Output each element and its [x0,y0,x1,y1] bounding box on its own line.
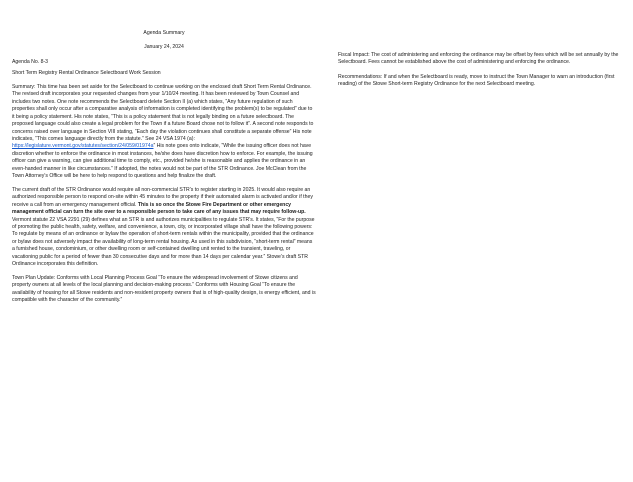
agenda-number: Agenda No. 8-3 [12,58,49,65]
fiscal-impact-paragraph: Fiscal Impact: The cost of administering and enforcing the ordinance may be offset by fees which will be set annually by the Selectboard. Fees cannot be established above the cost of administering and enforcing the ordinance. [338,52,619,66]
right-column [338,52,628,95]
agenda-subject: Short Term Registry Rental Ordinance Selectboard Work Session [12,70,161,77]
current-draft-bold: This is so once the Stowe Fire Department or other emergency management official can turn the site over to a responsible person to take care of any issues that may require follow-up. [12,201,306,216]
left-column [12,30,316,311]
current-draft-part2: Vermont statute 22 VSA 2291 (29) defines what an STR is and authorizes municipalities to regulate STR’s. It states, “For the purpose of promoting the public health, safety, welfare, and convenience, a town, city, or incorporated village shall have the following powers: To regulate by means of an ordinance or bylaw the operation of short-term rentals within the municipality, provided that the ordinance or bylaw does not adversely impact the availability of long-term rental housing. As used in this subdivision, “short-term rental” means a furnished house, condominium, or other dwelling room or self-contained dwelling unit rented to the transient, traveling, or vacationing public for a period of fewer than 30 consecutive days and for more than 14 days per calendar year.” Stowe’s draft STR Ordinance incorporates this definition. [12,216,315,268]
statute-link[interactable]: https://legislature.vermont.gov/statutes/section/24/059/01974a [12,143,154,150]
document-date: January 24, 2024 [144,44,184,51]
recommendations-paragraph: Recommendations: If and when the Selectboard is ready, move to instruct the Town Manager to warn an introduction (first reading) of the Stowe Short-term Registry Ordinance for the next Selectboard meeting. [338,73,615,88]
summary-text-part2: ” His note goes onto indicate, “While the issuing officer does not have discretion whether to enforce the ordinance in most instances, he/she does have discretion how to enforce. For example, the issuing officer can give a warning, can give additional time to comply, etc., provided he/she is reasonable and applies the ordinance in an even-handed manner in like circumstances.” If adopted, the notes would not be part of the STR Ordinance. Joe McClean from the Town Attorney’s Office will be here to help respond to questions and help finalize the draft. [12,143,313,180]
town-plan-paragraph: Town Plan Update: Conforms with Local Planning Process Goal “To ensure the widespread involvement of Stowe citizens and property owners at all levels of the local planning and decision-making process.” Conforms with Housing Goal “To ensure the availability of housing for all Stowe residents and non-resident property owners that is of high-quality design, is energy efficient, and is compatible with the character of the community.” [12,274,316,304]
current-draft-part1: The current draft of the STR Ordinance would require all non-commercial STR’s to register starting in 2025. It would also require an authorized responsible person to respond on-site within 45 minutes to the property if their automated alarm is activated and/or if they receive a call from an emergency management official. [12,186,313,208]
summary-paragraph [12,84,316,181]
current-draft-paragraph [12,187,316,269]
summary-text-part1: Summary: This time has been set aside for the Selectboard to continue working on the enclosed draft Short Term Rental Ordinance. The revised draft incorporates your requested changes from your 1/10/24 meeting. It has been reviewed by Town Counsel and includes two notes. One note recommends the Selectboard delete Section II (a) which states, “Any future regulation of such properties shall only occur after a comparative analysis of information is completed identifying the problem(s) to be regulated” due to it being a policy statement. His note states, “This is a policy statement that is not legally binding on a future selectboard. The proposed language could also create a legal problem for the Town if a future Board chose not to follow it”. A second note responds to concerns raised over language in Section VIII stating, “Each day the violation continues shall constitute a separate offense” His note indicates, “This comes language directly from the statute.” See 24 VSA 1974 (a): [12,83,314,142]
document-title: Agenda Summary [143,30,185,36]
